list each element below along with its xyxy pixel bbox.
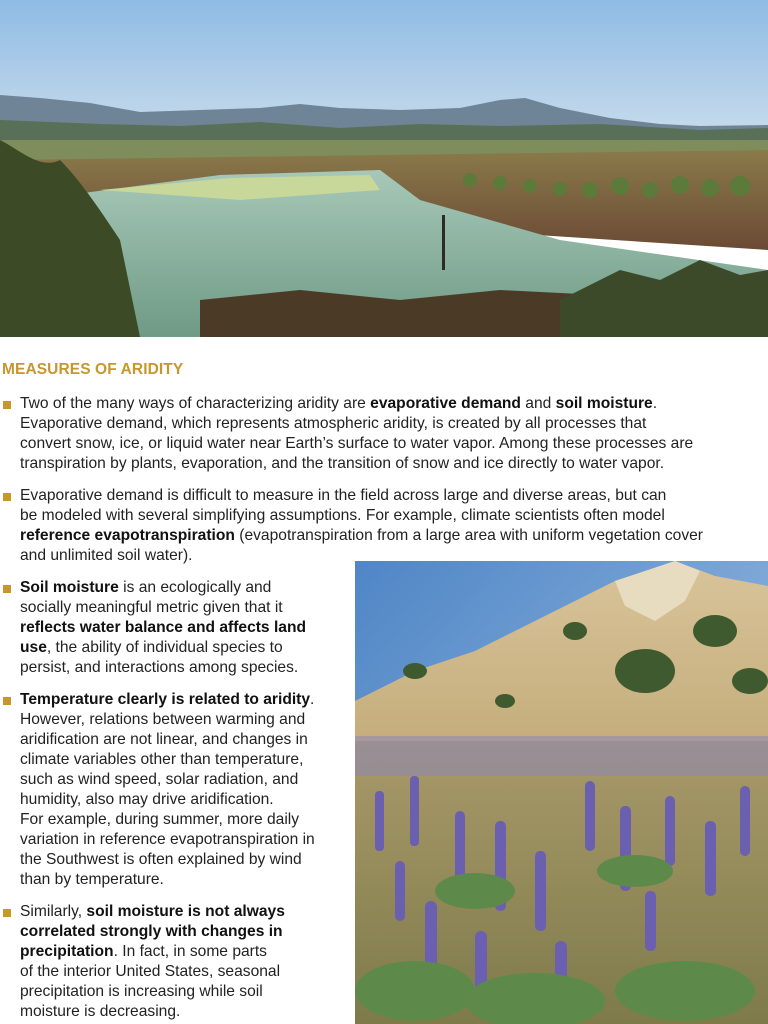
lupine-hillside-photo <box>355 561 768 1024</box>
bullet-square-icon <box>3 585 11 593</box>
bullet-square-icon <box>3 493 11 501</box>
hero-landscape-photo <box>0 0 768 337</box>
bullet-square-icon <box>3 697 11 705</box>
section-heading: MEASURES OF ARIDITY <box>2 361 184 378</box>
bullet-square-icon <box>3 909 11 917</box>
bullet-square-icon <box>3 401 11 409</box>
